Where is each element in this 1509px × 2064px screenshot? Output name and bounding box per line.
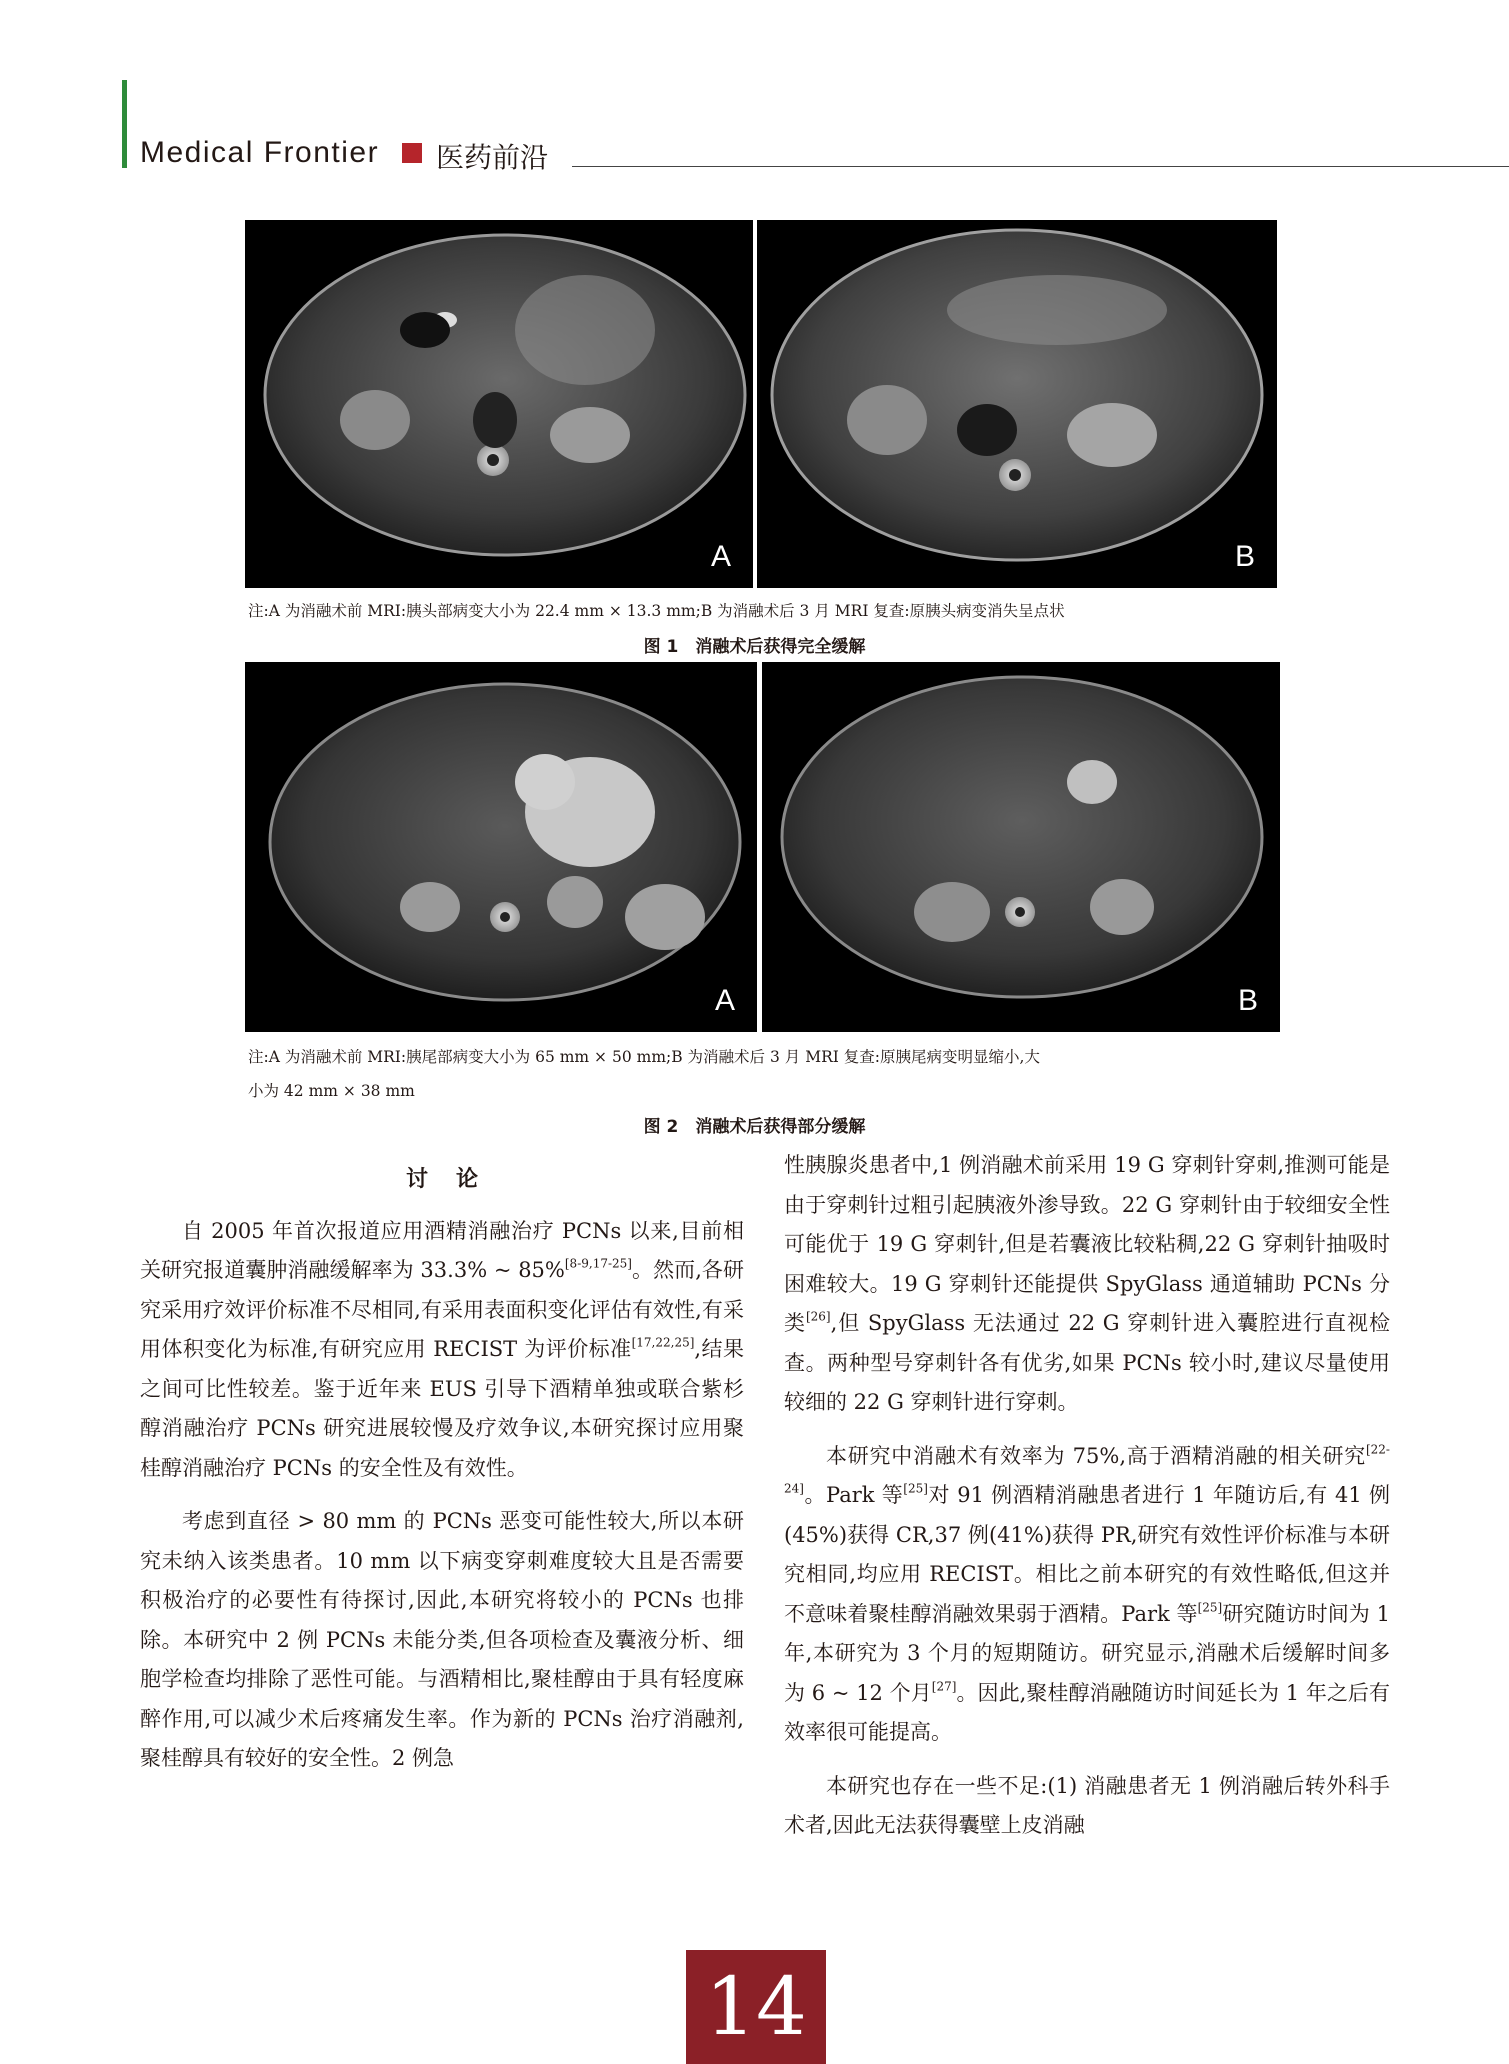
citation: [22-24]	[784, 1441, 1390, 1496]
figure2-panel-b	[762, 662, 1280, 1032]
left-column	[140, 1160, 744, 1779]
figure2-label-a: A	[714, 984, 735, 1017]
figure2-note-line2: 小为 42 mm × 38 mm	[248, 1082, 415, 1100]
right-paragraph-1: 性胰腺炎患者中,1 例消融术前采用 19 G 穿刺针穿刺,推测可能是由于穿刺针过粗引起胰液外渗导致。22 G 穿刺针由于较细安全性可能优于 19 G 穿刺针,但是若囊液比较粘稠,22 G 穿刺针抽吸时困难较大。19 G 穿刺针还能提供 SpyGlass 通道辅助 PCNs 分类[26],但 SpyGlass 无法通过 22 G 穿刺针进入囊腔进行直视检查。两种型号穿刺针各有优劣,如果 PCNs 较小时,建议尽量使用较细的 22 G 穿刺针进行穿刺。	[784, 1153, 1390, 1414]
citation: [25]	[1197, 1599, 1223, 1614]
header-red-square	[402, 143, 422, 163]
figure1-label-a: A	[710, 540, 731, 573]
header-rule	[572, 166, 1509, 167]
right-paragraph-3: 本研究也存在一些不足:(1) 消融患者无 1 例消融后转外科手术者,因此无法获得囊壁上皮消融	[784, 1773, 1390, 1837]
citation: [17,22,25]	[631, 1335, 695, 1350]
mri-image	[757, 220, 1277, 588]
citation: [8-9,17-25]	[564, 1256, 632, 1271]
figure2-caption: 图 2 消融术后获得部分缓解	[643, 1117, 866, 1137]
right-column	[784, 1146, 1390, 1846]
citation: [27]	[931, 1678, 957, 1693]
figure1-caption: 图 1 消融术后获得完全缓解	[643, 637, 866, 657]
right-paragraph-2: 本研究中消融术有效率为 75%,高于酒精消融的相关研究[22-24]。Park 等[25]对 91 例酒精消融患者进行 1 年随访后,有 41 例(45%)获得 CR,37 例(41%)获得 PR,研究有效性评价标准与本研究相同,均应用 RECIST。相比之前本研究的有效性略低,但这并不意味着聚桂醇消融效果弱于酒精。Park 等[25]研究随访时间为 1 年,本研究为 3 个月的短期随访。研究显示,消融术后缓解时间多为 6 ~ 12 个月[27]。因此,聚桂醇消融随访时间延长为 1 年之后有效率很可能提高。	[784, 1441, 1390, 1744]
figure1-label-b: B	[1234, 540, 1255, 573]
figure1-panel-b	[757, 220, 1277, 588]
header-accent-bar	[122, 80, 127, 168]
mri-image	[245, 662, 757, 1032]
figure2-note-line1: 注:A 为消融术前 MRI:胰尾部病变大小为 65 mm × 50 mm;B 为消融术后 3 月 MRI 复查:原胰尾病变明显缩小,大	[248, 1048, 1040, 1066]
citation: [25]	[903, 1481, 928, 1496]
left-paragraph-2: 考虑到直径 > 80 mm 的 PCNs 恶变可能性较大,所以本研究未纳入该类患者。10 mm 以下病变穿刺难度较大且是否需要积极治疗的必要性有待探讨,因此,本研究将较小的 PCNs 也排除。本研究中 2 例 PCNs 未能分类,但各项检查及囊液分析、细胞学检查均排除了恶性可能。与酒精相比,聚桂醇由于具有轻度麻醉作用,可以减少术后疼痛发生率。作为新的 PCNs 治疗消融剂,聚桂醇具有较好的安全性。2 例急	[140, 1509, 744, 1770]
citation: [26]	[805, 1309, 831, 1324]
section-heading: 讨论	[405, 1167, 506, 1192]
figure2-label-b: B	[1237, 984, 1258, 1017]
figure1-note: 注:A 为消融术前 MRI:胰头部病变大小为 22.4 mm × 13.3 mm;B 为消融术后 3 月 MRI 复查:原胰头病变消失呈点状	[248, 602, 1065, 620]
mri-image	[762, 662, 1280, 1032]
page-number: 14	[686, 1950, 826, 2064]
journal-title-cn: 医药前沿	[436, 141, 549, 174]
mri-image	[245, 220, 753, 588]
left-paragraph-1: 自 2005 年首次报道应用酒精消融治疗 PCNs 以来,目前相关研究报道囊肿消融缓解率为 33.3% ~ 85%[8-9,17-25]。然而,各研究采用疗效评价标准不尽相同,有采用表面积变化评估有效性,有采用体积变化为标准,有研究应用 RECIST 为评价标准[17,22,25],结果之间可比性较差。鉴于近年来 EUS 引导下酒精单独或联合紫杉醇消融治疗 PCNs 研究进展较慢及疗效争议,本研究探讨应用聚桂醇消融治疗 PCNs 的安全性及有效性。	[140, 1218, 745, 1480]
figure2-panel-a	[245, 662, 757, 1032]
journal-title-en: Medical Frontier	[140, 136, 380, 169]
figure1-panel-a	[245, 220, 753, 588]
